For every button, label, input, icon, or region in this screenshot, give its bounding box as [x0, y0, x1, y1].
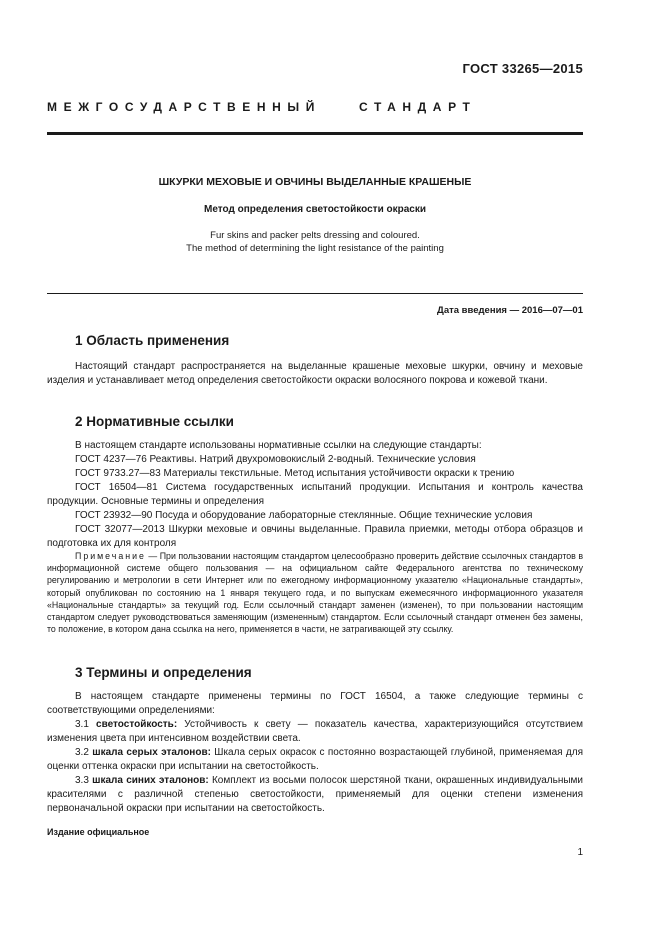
reference-item: ГОСТ 23932—90 Посуда и оборудование лабораторные стеклянные. Общие технические условия [75, 510, 533, 521]
page-number: 1 [577, 847, 583, 858]
section1-heading: 1 Область применения [75, 333, 230, 348]
reference-item: ГОСТ 4237—76 Реактивы. Натрий двухромовокислый 2-водный. Технические условия [75, 454, 476, 465]
section2-note [47, 550, 583, 635]
term-definition: 3.2 шкала серых эталонов: Шкала серых окрасок с постоянно возрастающей глубиной, применяемая для оценки оттенка окраски при испытании на светостойкость. [47, 747, 584, 772]
introduction-date: Дата введения — 2016—07—01 [437, 305, 583, 316]
document-subtitle: Метод определения светостойкости окраски [203, 204, 426, 215]
term-name: шкала серых эталонов: [92, 747, 211, 758]
reference-item: ГОСТ 9733.27—83 Материалы текстильные. Метод испытания устойчивости окраски к трению [75, 468, 515, 479]
term-definition: 3.3 шкала синих эталонов: Комплект из восьми полосок шерстяной ткани, окрашенных индивидуальными красителями с различной степенью светостойкости, применяемый для оценки степени изменения первоначальной окраски при испытании на светостойкость. [47, 775, 583, 814]
category-word-interstate: МЕЖГОСУДАРСТВЕННЫЙ [47, 100, 321, 114]
edition-label: Издание официальное [47, 827, 150, 837]
english-title-line1: Fur skins and packer pelts dressing and coloured. [210, 230, 420, 241]
header-divider [47, 132, 583, 135]
category-word-standard: СТАНДАРТ [358, 100, 477, 114]
section3-lead: В настоящем стандарте применены термины по ГОСТ 16504, а также следующие термины с соответствующими определениями: [47, 691, 583, 716]
title-divider [47, 293, 583, 294]
reference-item: ГОСТ 16504—81 Система государственных испытаний продукции. Испытания и контроль качества продукции. Основные термины и определения [47, 482, 583, 507]
term-name: светостойкость: [96, 719, 178, 730]
english-title [47, 229, 583, 255]
english-title-line2: The method of determining the light resistance of the painting [186, 243, 444, 254]
section3-heading: 3 Термины и определения [75, 665, 252, 680]
reference-item: ГОСТ 32077—2013 Шкурки меховые и овчины выделанные. Правила приемки, методы отбора образцов и подготовка их для контроля [47, 524, 583, 549]
term-definition: 3.1 светостойкость: Устойчивость к свету — показатель качества, характеризующийся отсутствием изменения цвета при интенсивном воздействии света. [47, 719, 584, 744]
term-name: шкала синих эталонов: [92, 775, 209, 786]
note-label: Примечание [75, 551, 146, 561]
section2-lead: В настоящем стандарте использованы нормативные ссылки на следующие стандарты: [75, 440, 482, 451]
standard-number: ГОСТ 33265—2015 [462, 61, 583, 76]
section1-text: Настоящий стандарт распространяется на выделанные крашеные меховые шкурки, овчину и меховые изделия и устанавливает метод определения светостойкости окраски волосяного покрова и кожевой ткани. [47, 361, 583, 386]
standard-category [47, 100, 476, 114]
document-title: ШКУРКИ МЕХОВЫЕ И ОВЧИНЫ ВЫДЕЛАННЫЕ КРАШЕНЫЕ [158, 176, 472, 188]
note-text: — При пользовании настоящим стандартом целесообразно проверить действие ссылочных стандартов в информационной системе общего пользования — на официальном сайте Федерального агентства по техническому регулированию и метрологии в сети Интернет или по ежегодному информационному указателю «Национальные стандарты», который опубликован по состоянию на 1 января текущего года, и по выпускам ежемесячного информационного указателя «Национальные стандарты» за текущий год. Если ссылочный стандарт заменен (изменен), то при пользовании настоящим стандартом следует руководствоваться заменяющим (измененным) стандартом. Если ссылочный стандарт отменен без замены, то положение, в котором дана ссылка на него, применяется в части, не затрагивающей эту ссылку. [47, 551, 583, 635]
section2-heading: 2 Нормативные ссылки [75, 414, 234, 429]
